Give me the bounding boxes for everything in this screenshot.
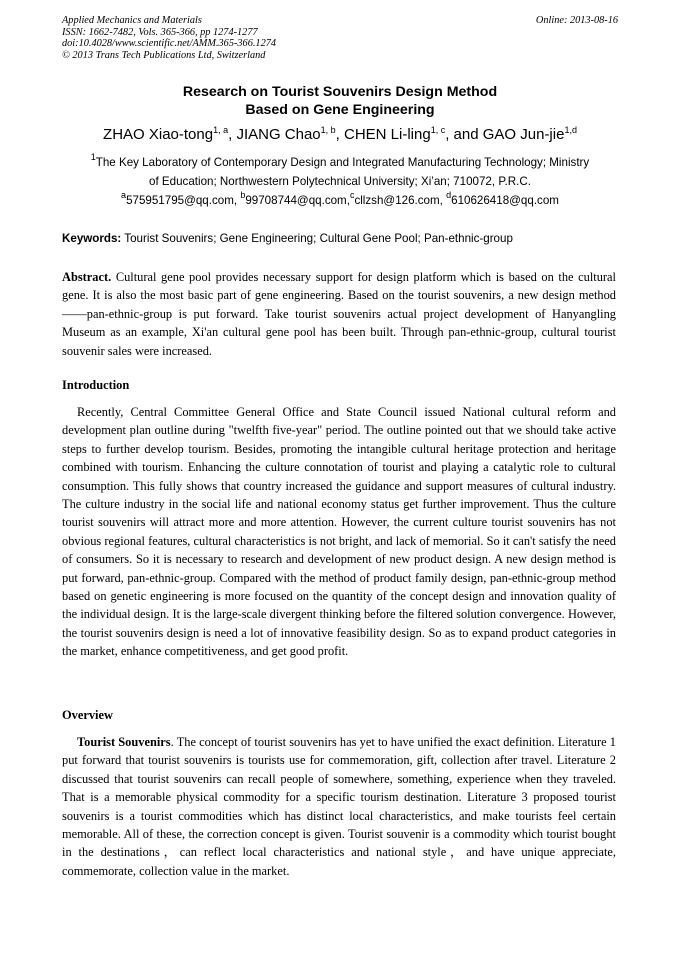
email-sup: c xyxy=(349,190,355,200)
email-line xyxy=(62,191,618,210)
author-name: CHEN Li-ling xyxy=(344,126,431,143)
overview-text: . The concept of tourist souvenirs has yet to have unified the exact definition. Literature 1 put forward that tourist souvenirs is tourists use for commemoration, gift, collection after travel. Literature 2 discussed that tourist souvenirs can recall people of somewhere, something, experience when they traveled. That is a memorable physical commodity for a specific tourism destination. Literature 3 proposed tourist souvenirs is a tourist commodities which has distinct local characteristics, and make tourists feel certain memorable. All of these, the correction concept is given. Tourist souvenir is a commodity which tourist bought in the destinations，can reflect local characteristics and national style，and have unique appreciate, commemorate, collection value in the market. xyxy=(62,735,616,878)
title-line-2: Based on Gene Engineering xyxy=(245,102,435,118)
keywords-line xyxy=(62,231,618,247)
abstract-text: Cultural gene pool provides necessary support for design platform which is based on the cultural gene. It is also the most basic part of gene engineering. Based on the tourist souvenirs, a new design method——pan-ethnic-group is put forward. Take tourist souvenirs actual project development of Hanyangling Museum as an example, Xi'an cultural gene pool has been built. Through pan-ethnic-group, cultural tourist souvenir sales were increased. xyxy=(62,270,616,358)
keywords-text: Tourist Souvenirs; Gene Engineering; Cultural Gene Pool; Pan-ethnic-group xyxy=(121,232,513,245)
affiliation-sup: 1 xyxy=(90,152,96,162)
author-name: JIANG Chao xyxy=(236,126,321,143)
email-sup: d xyxy=(446,190,452,200)
author-sep: , and xyxy=(445,126,483,143)
author-sep: , xyxy=(228,126,237,143)
paper-title xyxy=(62,83,618,119)
email-sup: a xyxy=(121,190,127,200)
doi-line: doi:10.4028/www.scientific.net/AMM.365-366.1274 xyxy=(62,38,277,49)
overview-paragraph xyxy=(62,733,616,880)
email-address: 575951795@qq.com, xyxy=(126,194,241,207)
author-sep: , xyxy=(335,126,344,143)
abstract-paragraph xyxy=(62,268,616,360)
email-sup: b xyxy=(240,190,246,200)
journal-name: Applied Mechanics and Materials xyxy=(62,15,202,26)
introduction-heading: Introduction xyxy=(62,378,130,392)
email-address: 99708744@qq.com, xyxy=(245,194,350,207)
title-line-1: Research on Tourist Souvenirs Design Method xyxy=(182,84,498,100)
online-date: Online: 2013-08-16 xyxy=(535,15,618,26)
affiliation-text-1: The Key Laboratory of Contemporary Design and Integrated Manufacturing Technology; Ministry xyxy=(95,156,590,169)
author-name: GAO Jun-jie xyxy=(482,126,565,143)
affiliation-line-1 xyxy=(62,153,618,172)
author-name: ZHAO Xiao-tong xyxy=(103,126,214,143)
keywords-label: Keywords: xyxy=(62,232,122,245)
author-sup: 1, c xyxy=(430,125,446,135)
email-address: cllzsh@126.com, xyxy=(354,194,447,207)
introduction-paragraph: Recently, Central Committee General Office and State Council issued National cultural reform and development plan outline during "twelfth five-year" period. The outline pointed out that we should take active steps to further develop tourism. Besides, promoting the intangible cultural heritage protection and heritage combined with tourism. Enhancing the culture connotation of tourist and playing a catalytic role to cultural consumption. This fully shows that country increased the guidance and support measures of cultural industry. The culture industry in the social life and national economy status get further improvement. Thus the culture tourist souvenirs will attract more and more attention. However, the current culture tourist souvenirs has not obvious regional features, cultural characteristics is not bright, and lack of memorial. So it can't satisfy the need of consumers. So it is necessary to research and development of new product design. A new design method is put forward, pan-ethnic-group. Compared with the method of product family design, pan-ethnic-group method based on genetic engineering is more focused on the quantity of the concept design and innovation quality of the individual design. It is the large-scale divergent thinking before the filtered solution convergence. However, the tourist souvenirs design is need a lot of innovative feasibility design. So as to expand product categories in the market, enhance competitiveness, and get good profit. xyxy=(62,405,616,659)
issn-line: ISSN: 1662-7482, Vols. 365-366, pp 1274-1277 xyxy=(62,26,258,38)
author-list xyxy=(62,125,618,145)
abstract-label: Abstract. xyxy=(62,270,112,284)
email-address: 610626418@qq.com xyxy=(451,194,559,207)
affiliation-line-2: of Education; Northwestern Polytechnical University; Xi’an; 710072, P.R.C. xyxy=(149,175,531,188)
author-sup: 1, b xyxy=(320,125,336,135)
affiliation-block xyxy=(62,153,618,210)
journal-header xyxy=(62,15,618,61)
overview-lead: Tourist Souvenirs xyxy=(77,735,171,749)
author-sup: 1,d xyxy=(564,125,577,135)
copyright-line: © 2013 Trans Tech Publications Ltd, Switzerland xyxy=(62,49,266,61)
overview-heading: Overview xyxy=(62,708,113,722)
author-sup: 1, a xyxy=(213,125,229,135)
